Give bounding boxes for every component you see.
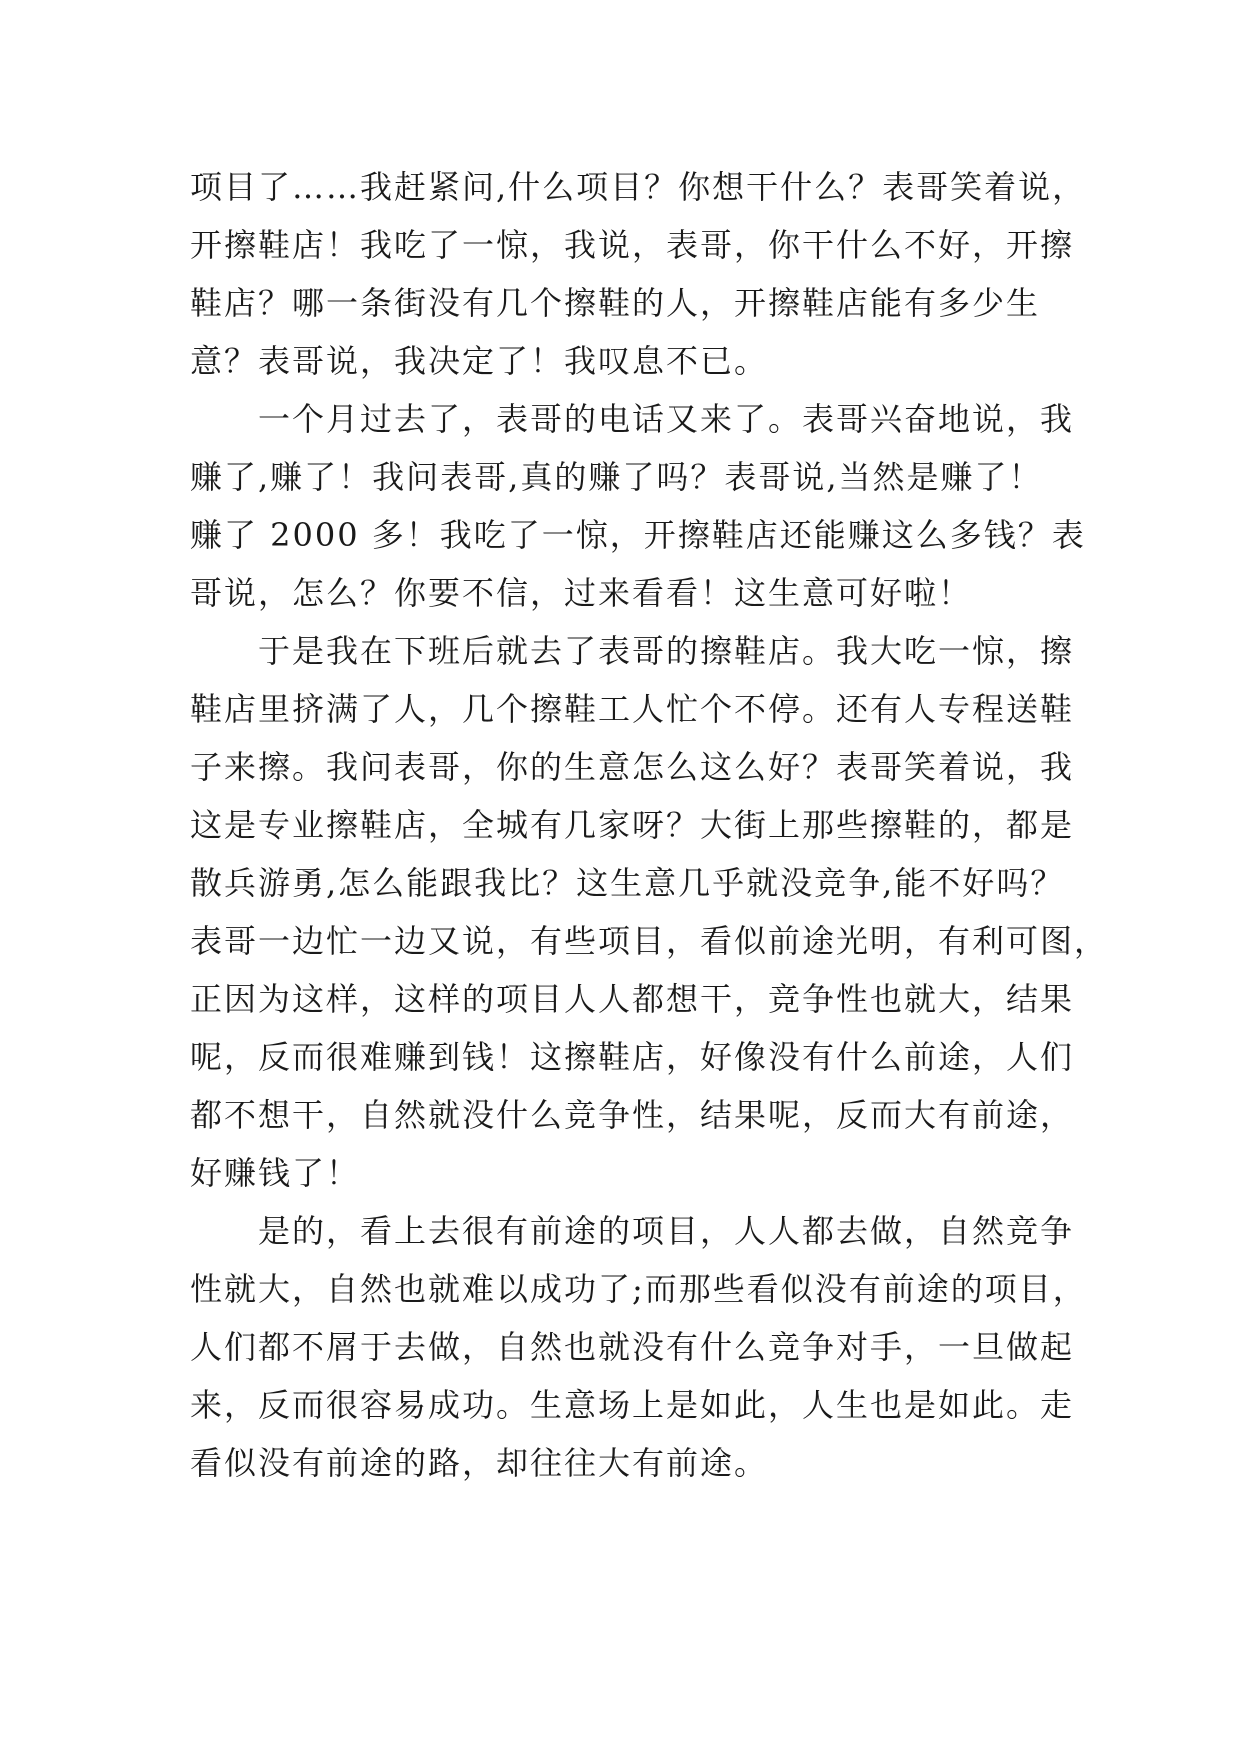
text-line: 是的，看上去很有前途的项目，人人都去做，自然竞争	[190, 1212, 1075, 1250]
text-line: 于是我在下班后就去了表哥的擦鞋店。我大吃一惊，擦	[190, 632, 1075, 670]
text-line: 人们都不屑于去做，自然也就没有什么竞争对手，一旦做起	[190, 1328, 1075, 1366]
text-line: 来，反而很容易成功。生意场上是如此，人生也是如此。走	[190, 1386, 1075, 1424]
text-line: 子来擦。我问表哥，你的生意怎么这么好？表哥笑着说，我	[190, 748, 1075, 786]
text-line: 意？表哥说，我决定了！我叹息不已。	[190, 342, 769, 380]
text-line: 性就大，自然也就难以成功了;而那些看似没有前途的项目，	[190, 1270, 1087, 1308]
text-line: 赚了 2000 多！我吃了一惊，开擦鞋店还能赚这么多钱？表	[190, 516, 1086, 554]
text-line: 鞋店？哪一条街没有几个擦鞋的人，开擦鞋店能有多少生	[190, 284, 1041, 322]
text-line: 呢，反而很难赚到钱！这擦鞋店，好像没有什么前途，人们	[190, 1038, 1075, 1076]
text-line: 看似没有前途的路，却往往大有前途。	[190, 1444, 769, 1482]
text-line: 开擦鞋店！我吃了一惊，我说，表哥，你干什么不好，开擦	[190, 226, 1075, 264]
text-line: 哥说，怎么？你要不信，过来看看！这生意可好啦！	[190, 574, 973, 612]
text-line: 表哥一边忙一边又说，有些项目，看似前途光明，有利可图，	[190, 922, 1109, 960]
text-line: 赚了,赚了！我问表哥,真的赚了吗？表哥说,当然是赚了！	[190, 458, 1043, 496]
text-line: 散兵游勇,怎么能跟我比？这生意几乎就没竞争,能不好吗？	[190, 864, 1065, 902]
text-line: 好赚钱了！	[190, 1154, 361, 1192]
body-text	[190, 158, 1109, 1492]
text-line: 这是专业擦鞋店，全城有几家呀？大街上那些擦鞋的，都是	[190, 806, 1075, 844]
text-line: 一个月过去了，表哥的电话又来了。表哥兴奋地说，我	[190, 400, 1075, 438]
text-line: 项目了……我赶紧问,什么项目？你想干什么？表哥笑着说，	[190, 168, 1087, 206]
text-line: 鞋店里挤满了人，几个擦鞋工人忙个不停。还有人专程送鞋	[190, 690, 1075, 728]
text-line: 正因为这样，这样的项目人人都想干，竞争性也就大，结果	[190, 980, 1075, 1018]
text-line: 都不想干，自然就没什么竞争性，结果呢，反而大有前途，	[190, 1096, 1075, 1134]
